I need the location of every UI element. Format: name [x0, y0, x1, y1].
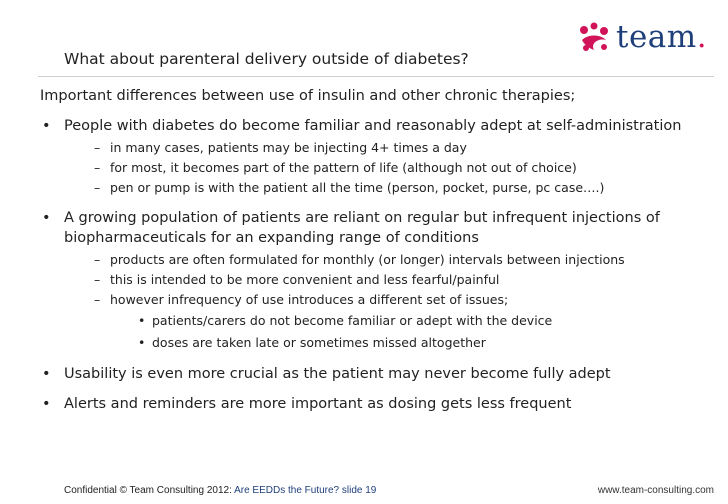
- subsub-text: doses are taken late or sometimes missed altogether: [152, 335, 486, 350]
- sub-text: for most, it becomes part of the pattern of life (although not out of choice): [110, 160, 577, 175]
- bullet-item: [40, 364, 720, 384]
- dash-icon: –: [94, 140, 101, 155]
- sub-item: [64, 290, 720, 310]
- bullet-icon: •: [138, 335, 146, 350]
- subsub-text: patients/carers do not become familiar or adept with the device: [152, 313, 553, 328]
- subsub-item: [64, 332, 720, 354]
- footer-left: [64, 485, 376, 496]
- sub-item: [64, 158, 720, 178]
- team-logo: [576, 18, 716, 58]
- footer-url: www.team-consulting.com: [597, 485, 714, 496]
- dash-icon: –: [94, 160, 101, 175]
- team-logo-mark-icon: [576, 20, 614, 54]
- team-logo-word: [616, 18, 707, 56]
- bullet-icon: •: [42, 210, 51, 226]
- sub-item: [64, 270, 720, 290]
- bullet-icon: •: [138, 313, 146, 328]
- slide-content: [40, 88, 720, 424]
- subsub-item: [64, 310, 720, 332]
- bullet-item: [40, 208, 720, 354]
- sub-text: in many cases, patients may be injecting 4+ times a day: [110, 140, 467, 155]
- sub-text: however infrequency of use introduces a different set of issues;: [110, 292, 509, 307]
- sub-list: [64, 250, 720, 354]
- sub-text: this is intended to be more convenient and less fearful/painful: [110, 272, 500, 287]
- sub-text: pen or pump is with the patient all the time (person, pocket, purse, pc case….): [110, 180, 605, 195]
- sub-item: [64, 250, 720, 270]
- sub-text: products are often formulated for monthly (or longer) intervals between injections: [110, 252, 625, 267]
- footer-confidential: Confidential © Team Consulting 2012:: [64, 485, 232, 496]
- dash-icon: –: [94, 272, 101, 287]
- bullet-icon: •: [42, 118, 51, 134]
- title-divider: [38, 76, 714, 77]
- sub-item: [64, 138, 720, 158]
- bullet-text: Usability is even more crucial as the patient may never become fully adept: [64, 366, 611, 382]
- bullet-icon: •: [42, 366, 51, 382]
- sub-list: [64, 138, 720, 198]
- sub-item: [64, 178, 720, 198]
- dash-icon: –: [94, 180, 101, 195]
- slide-title: What about parenteral delivery outside of diabetes?: [64, 50, 469, 68]
- footer-slide-title: Are EEDDs the Future? slide 19: [234, 485, 377, 496]
- bullet-text: People with diabetes do become familiar and reasonably adept at self-administration: [64, 118, 682, 134]
- dash-icon: –: [94, 292, 101, 307]
- brand-name: team: [616, 19, 697, 55]
- bullet-icon: •: [42, 396, 51, 412]
- intro-text: Important differences between use of insulin and other chronic therapies;: [40, 88, 576, 104]
- brand-dot: .: [696, 19, 708, 55]
- slide-footer: [0, 480, 728, 504]
- bullet-item: [40, 394, 720, 414]
- bullet-item: [40, 116, 720, 198]
- bullet-text: A growing population of patients are reliant on regular but infrequent injections of biopharmaceuticals for an expanding range of conditions: [64, 210, 660, 246]
- bullet-list: [40, 116, 720, 414]
- dash-icon: –: [94, 252, 101, 267]
- bullet-text: Alerts and reminders are more important as dosing gets less frequent: [64, 396, 572, 412]
